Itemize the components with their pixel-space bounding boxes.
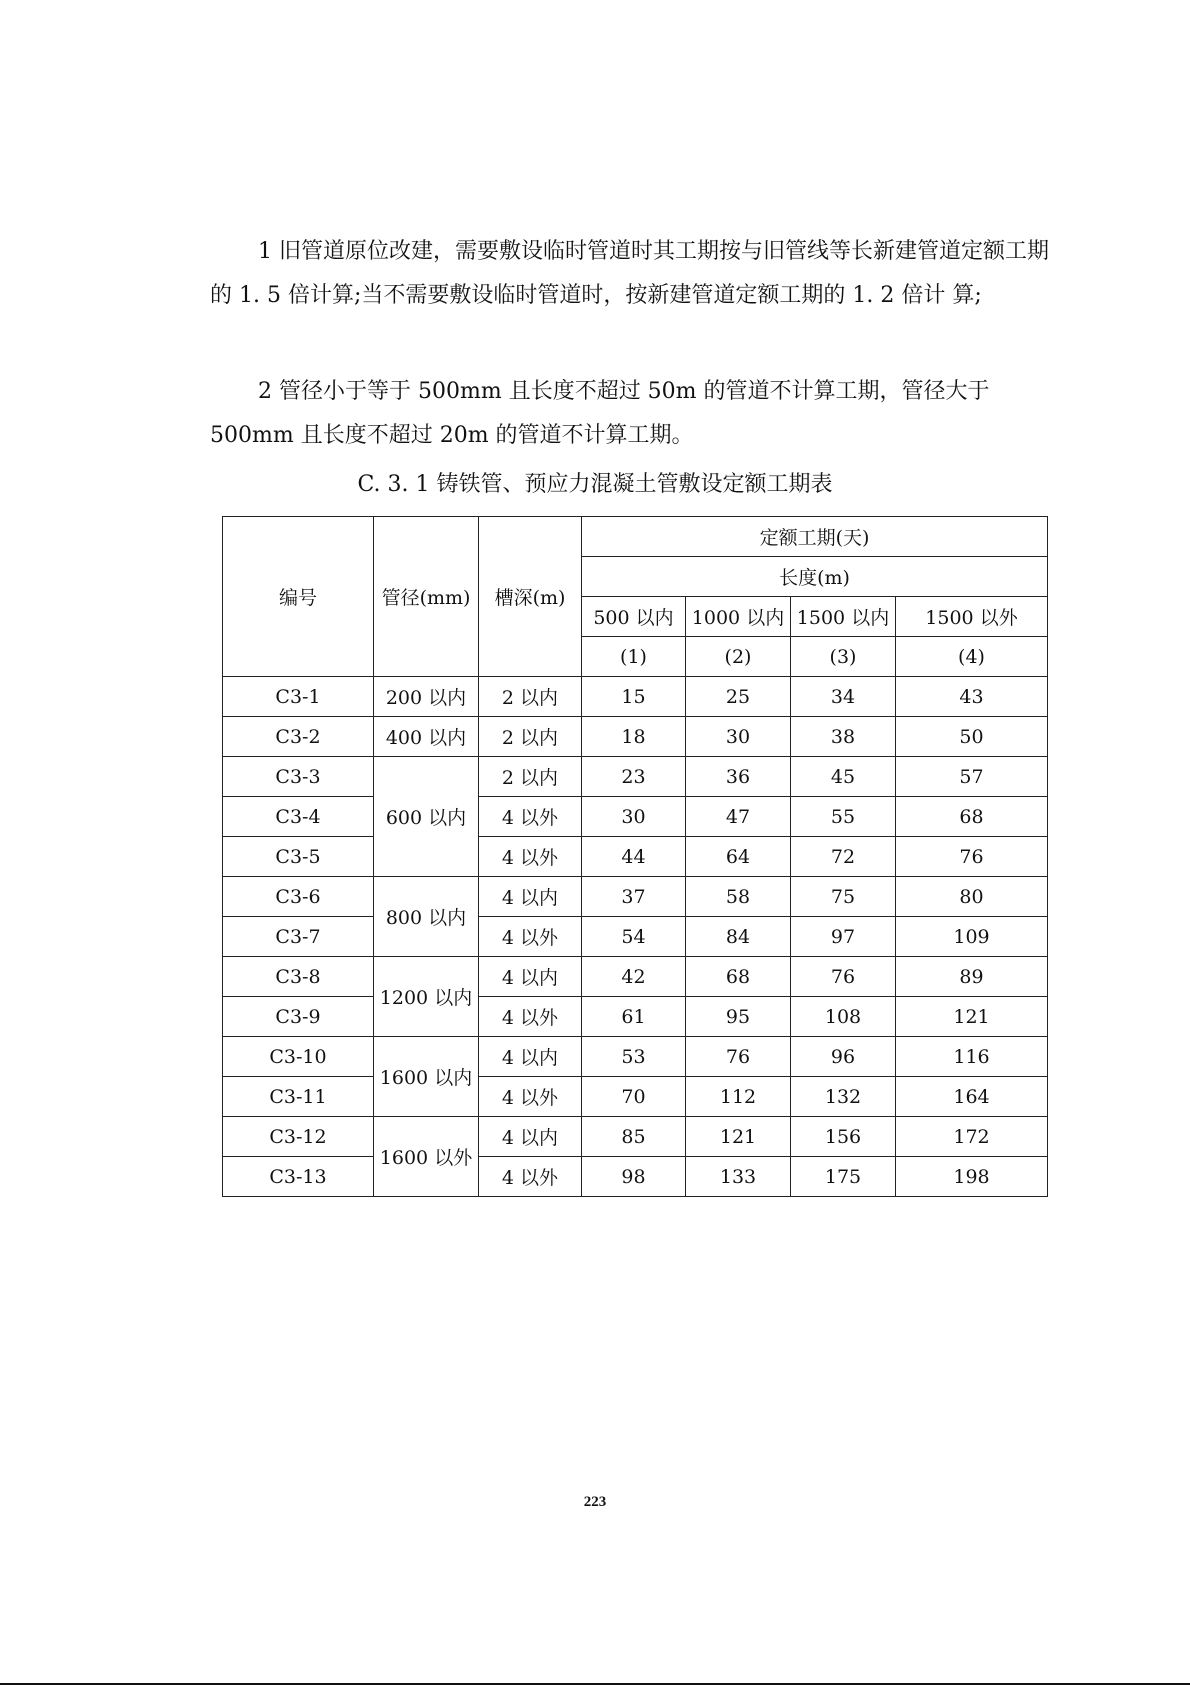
cell-code: C3-10	[223, 1037, 374, 1077]
cell-value: 84	[686, 917, 791, 957]
cell-value: 75	[791, 877, 896, 917]
cell-depth: 4 以内	[479, 1037, 582, 1077]
header-diameter: 管径(mm)	[374, 517, 479, 677]
cell-value: 80	[896, 877, 1048, 917]
paragraph-1: 1 旧管道原位改建，需要敷设临时管道时其工期按与旧管线等长新建管道定额工期的 1. 5 倍计算;当不需要敷设临时管道时，按新建管道定额工期的 1. 2 倍计 算;	[210, 239, 1049, 308]
cell-code: C3-1	[223, 677, 374, 717]
page-number: 223	[583, 1494, 607, 1510]
cell-value: 172	[896, 1117, 1048, 1157]
cell-code: C3-4	[223, 797, 374, 837]
cell-diameter: 400 以内	[374, 717, 479, 757]
cell-code: C3-2	[223, 717, 374, 757]
cell-diameter: 800 以内	[374, 877, 479, 957]
cell-value: 45	[791, 757, 896, 797]
cell-depth: 4 以外	[479, 917, 582, 957]
cell-value: 76	[791, 957, 896, 997]
cell-value: 15	[582, 677, 686, 717]
table-row	[223, 877, 1048, 917]
header-colnum-2: (2)	[686, 637, 791, 677]
cell-value: 36	[686, 757, 791, 797]
cell-value: 42	[582, 957, 686, 997]
cell-value: 76	[686, 1037, 791, 1077]
table-row	[223, 757, 1048, 797]
cell-value: 121	[686, 1117, 791, 1157]
cell-value: 38	[791, 717, 896, 757]
cell-value: 25	[686, 677, 791, 717]
cell-value: 58	[686, 877, 791, 917]
cell-value: 164	[896, 1077, 1048, 1117]
cell-depth: 4 以外	[479, 1077, 582, 1117]
cell-code: C3-5	[223, 837, 374, 877]
cell-value: 133	[686, 1157, 791, 1197]
cell-value: 54	[582, 917, 686, 957]
header-col-4: 1500 以外	[896, 597, 1048, 637]
header-depth: 槽深(m)	[479, 517, 582, 677]
table-row	[223, 797, 1048, 837]
cell-value: 97	[791, 917, 896, 957]
cell-value: 55	[791, 797, 896, 837]
header-colnum-4: (4)	[896, 637, 1048, 677]
cell-code: C3-7	[223, 917, 374, 957]
cell-value: 68	[896, 797, 1048, 837]
cell-value: 132	[791, 1077, 896, 1117]
cell-value: 109	[896, 917, 1048, 957]
cell-depth: 2 以内	[479, 757, 582, 797]
header-period: 定额工期(天)	[582, 517, 1048, 557]
table-row	[223, 1077, 1048, 1117]
cell-value: 70	[582, 1077, 686, 1117]
cell-code: C3-9	[223, 997, 374, 1037]
cell-value: 76	[896, 837, 1048, 877]
cell-value: 18	[582, 717, 686, 757]
cell-value: 85	[582, 1117, 686, 1157]
cell-value: 23	[582, 757, 686, 797]
cell-code: C3-12	[223, 1117, 374, 1157]
cell-diameter: 600 以内	[374, 757, 479, 877]
cell-depth: 4 以外	[479, 1157, 582, 1197]
cell-depth: 4 以外	[479, 997, 582, 1037]
cell-value: 34	[791, 677, 896, 717]
cell-code: C3-8	[223, 957, 374, 997]
table-row	[223, 1157, 1048, 1197]
cell-depth: 4 以外	[479, 837, 582, 877]
cell-value: 57	[896, 757, 1048, 797]
cell-value: 116	[896, 1037, 1048, 1077]
table-row	[223, 1117, 1048, 1157]
table-row	[223, 997, 1048, 1037]
cell-depth: 4 以外	[479, 797, 582, 837]
cell-value: 30	[582, 797, 686, 837]
cell-value: 37	[582, 877, 686, 917]
table-row	[223, 717, 1048, 757]
cell-value: 50	[896, 717, 1048, 757]
cell-diameter: 1600 以内	[374, 1037, 479, 1117]
cell-value: 112	[686, 1077, 791, 1117]
header-length: 长度(m)	[582, 557, 1048, 597]
cell-code: C3-6	[223, 877, 374, 917]
cell-value: 108	[791, 997, 896, 1037]
table-row	[223, 677, 1048, 717]
table-row	[223, 837, 1048, 877]
cell-diameter: 1600 以外	[374, 1117, 479, 1197]
table-row	[223, 917, 1048, 957]
cell-depth: 2 以内	[479, 717, 582, 757]
cell-code: C3-11	[223, 1077, 374, 1117]
cell-value: 53	[582, 1037, 686, 1077]
paragraph-2: 2 管径小于等于 500mm 且长度不超过 50m 的管道不计算工期，管径大于 500mm 且长度不超过 20m 的管道不计算工期。	[210, 379, 990, 448]
cell-value: 43	[896, 677, 1048, 717]
cell-value: 72	[791, 837, 896, 877]
header-code: 编号	[223, 517, 374, 677]
cell-value: 89	[896, 957, 1048, 997]
cell-value: 30	[686, 717, 791, 757]
header-col-3: 1500 以内	[791, 597, 896, 637]
table-caption: C. 3. 1 铸铁管、预应力混凝土管敷设定额工期表	[357, 472, 833, 497]
construction-period-table	[222, 516, 1048, 1197]
cell-depth: 4 以内	[479, 877, 582, 917]
cell-value: 47	[686, 797, 791, 837]
table-row	[223, 1037, 1048, 1077]
cell-value: 98	[582, 1157, 686, 1197]
cell-depth: 2 以内	[479, 677, 582, 717]
header-col-1: 500 以内	[582, 597, 686, 637]
cell-diameter: 200 以内	[374, 677, 479, 717]
cell-value: 156	[791, 1117, 896, 1157]
cell-value: 44	[582, 837, 686, 877]
table-row	[223, 957, 1048, 997]
header-colnum-3: (3)	[791, 637, 896, 677]
cell-value: 68	[686, 957, 791, 997]
header-col-2: 1000 以内	[686, 597, 791, 637]
cell-value: 96	[791, 1037, 896, 1077]
cell-value: 64	[686, 837, 791, 877]
cell-code: C3-13	[223, 1157, 374, 1197]
header-colnum-1: (1)	[582, 637, 686, 677]
cell-value: 61	[582, 997, 686, 1037]
cell-value: 121	[896, 997, 1048, 1037]
cell-code: C3-3	[223, 757, 374, 797]
cell-value: 198	[896, 1157, 1048, 1197]
cell-value: 175	[791, 1157, 896, 1197]
cell-value: 95	[686, 997, 791, 1037]
cell-depth: 4 以内	[479, 957, 582, 997]
cell-diameter: 1200 以内	[374, 957, 479, 1037]
cell-depth: 4 以内	[479, 1117, 582, 1157]
